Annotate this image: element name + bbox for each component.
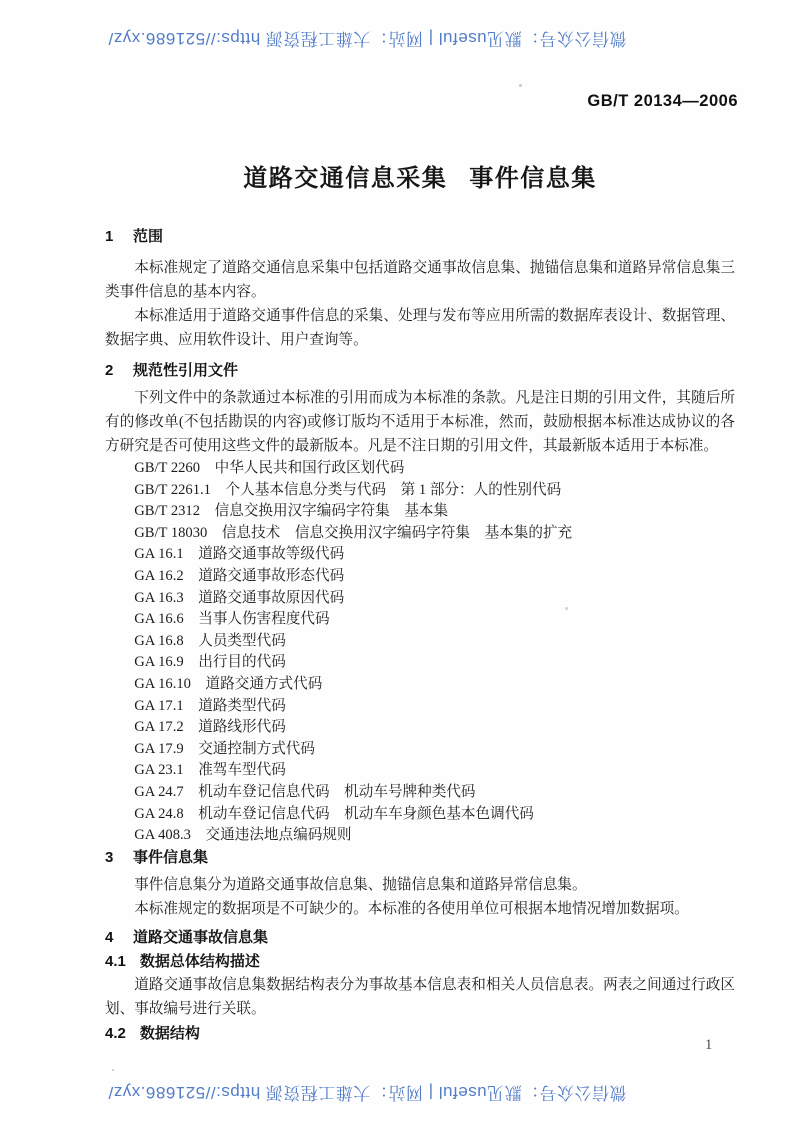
document-body [105,226,735,1045]
section-1-number: 1 [105,228,114,245]
section-4-2-number: 4.2 [105,1024,126,1042]
reference-item: GA 17.9 交通控制方式代码 [134,740,315,757]
reference-item: GA 24.8 机动车登记信息代码 机动车车身颜色基本色调代码 [134,805,534,822]
reference-item: GA 16.2 道路交通事故形态代码 [134,567,345,584]
section-4-label: 道路交通事故信息集 [133,928,269,946]
section-2-number: 2 [105,362,114,379]
scan-speck [112,1069,114,1071]
section-1-label: 范围 [133,228,164,245]
reference-item: GB/T 18030 信息技术 信息交换用汉字编码字符集 基本集的扩充 [134,524,573,541]
reference-item: GA 16.9 出行目的代码 [134,654,286,671]
watermark-bottom-text: 微信公众号：默见useful | 网站：大雄工程资源 https://521686.xyz/ [107,1083,627,1102]
reference-item: GA 17.2 道路线形代码 [134,719,286,736]
reference-item: GB/T 2260 中华人民共和国行政区划代码 [134,460,405,476]
section-4-heading [105,927,735,949]
standard-number: GB/T 20134—2006 [587,92,738,110]
document-title [105,158,735,193]
section-4-1-label: 数据总体结构描述 [139,952,260,970]
section-1-heading [105,226,735,248]
section-3-label: 事件信息集 [133,848,209,866]
reference-item: GA 16.1 道路交通事故等级代码 [134,546,345,563]
reference-item: GA 24.7 机动车登记信息代码 机动车号牌种类代码 [134,783,476,800]
section-4-1-paragraph-1: 道路交通事故信息集数据结构表分为事故基本信息表和相关人员信息表。两表之间通过行政区划、事故编号进行关联。 [105,976,735,1017]
section-3-number: 3 [105,848,114,866]
section-1-paragraph-2: 本标准适用于道路交通事件信息的采集、处理与发布等应用所需的数据库表设计、数据管理、数据字典、应用软件设计、用户查询等。 [105,308,735,348]
document-title-part2: 事件信息集 [469,165,597,192]
section-1-paragraph-1: 本标准规定了道路交通信息采集中包括道路交通事故信息集、抛锚信息集和道路异常信息集三类事件信息的基本内容。 [105,260,735,300]
reference-item: GA 16.6 当事人伤害程度代码 [134,611,330,628]
section-4-1-heading [105,951,735,973]
section-2-paragraph-1: 下列文件中的条款通过本标准的引用而成为本标准的条款。凡是注日期的引用文件，其随后所有的修改单(不包括勘误的内容)或修订版均不适用于本标准，然而，鼓励根据本标准达成协议的各方研究是否可使用这些文件的最新版本。凡是不注日期的引用文件，其最新版本适用于本标准。 [105,390,735,454]
watermark-bottom [0,1082,800,1107]
reference-item: GA 16.10 道路交通方式代码 [134,675,323,692]
watermark-top-text: 微信公众号：默见useful | 网站：大雄工程资源 https://521686.xyz/ [107,29,627,48]
reference-item: GA 16.8 人员类型代码 [134,632,286,649]
page-number: 1 [705,1037,713,1053]
section-4-2-label: 数据结构 [139,1024,200,1042]
section-4-1-number: 4.1 [105,952,126,970]
normative-references-list [105,458,735,847]
reference-item: GA 408.3 交通违法地点编码规则 [134,827,352,844]
document-title-part1: 道路交通信息采集 [243,165,448,192]
section-2-label: 规范性引用文件 [133,362,239,379]
watermark-top [0,28,800,53]
scan-speck [519,84,522,87]
reference-item: GA 16.3 道路交通事故原因代码 [134,589,345,606]
reference-item: GB/T 2312 信息交换用汉字编码字符集 基本集 [134,503,449,520]
section-4-number: 4 [105,928,114,946]
reference-item: GB/T 2261.1 个人基本信息分类与代码 第 1 部分：人的性别代码 [134,481,562,498]
reference-item: GA 17.1 道路类型代码 [134,697,286,714]
section-2-heading [105,360,735,382]
section-4-2-heading [105,1023,735,1045]
section-3-paragraph-2: 本标准规定的数据项是不可缺少的。本标准的各使用单位可根据本地情况增加数据项。 [134,900,689,917]
reference-item: GA 23.1 准驾车型代码 [134,762,286,779]
section-3-paragraph-1: 事件信息集分为道路交通事故信息集、抛锚信息集和道路异常信息集。 [134,876,587,893]
section-3-heading [105,847,735,869]
